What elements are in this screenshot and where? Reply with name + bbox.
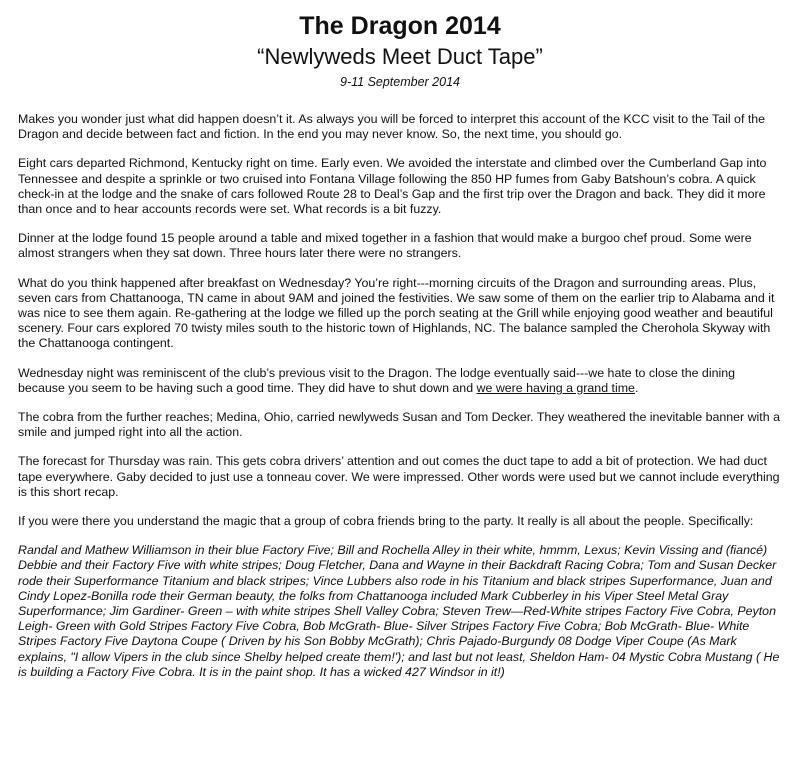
paragraph-wednesday: What do you think happened after breakfast on Wednesday? You’re right---morning circuits of the Dragon and surrounding areas. Plus, seven cars from Chattanooga, TN came in about 9AM and joined the festivities. We saw some of them on the earlier trip to Alabama and it was nice to see them again. Re-gathering at the lodge we filled up the porch seating at the Grill while enjoying good weather and beautiful scenery. Four cars explored 70 twisty miles south to the historic town of Highlands, NC. The balance sampled the Cherohola Skyway with the Chattanooga contingent. [18, 275, 775, 351]
paragraph-end: . [634, 380, 639, 395]
article-body [18, 112, 782, 680]
paragraph-forecast: The forecast for Thursday was rain. This gets cobra drivers’ attention and out comes the duct tape to add a bit of protection. We had duct tape everywhere. Gaby decided to just use a tonneau cover. We were impressed. Other words were used but we cannot include everything is this short recap. [18, 454, 780, 499]
page-subtitle: “Newlyweds Meet Duct Tape” [257, 44, 543, 69]
paragraph-wednesday-night [18, 366, 782, 396]
paragraph-magic: If you were there you understand the magic that a group of cobra friends bring to the party. It really is all about the people. Specifically: [18, 514, 754, 529]
paragraph-departure: Eight cars departed Richmond, Kentucky right on time. Early even. We avoided the interstate and climbed over the Cumberland Gap into Tennessee and despite a sprinkle or two cruised into Fontana Village following the 850 HP fumes from Gaby Batshoun’s cobra. A quick check-in at the lodge and the snake of cars followed Route 28 to Deal’s Gap and the first trip over the Dragon and back. They did it more than once and to hear accounts records were set. What records is a bit fuzzy. [18, 156, 767, 217]
event-date: 9-11 September 2014 [340, 75, 460, 89]
page-title: The Dragon 2014 [299, 12, 501, 40]
paragraph-text: Wednesday night was reminiscent of the club’s previous visit to the Dragon. The lodge eventually said---we hate to close the dining because you seem to be having such a good time. They did have to shut down and [18, 365, 735, 395]
attendee-list: Randal and Mathew Williamson in their blue Factory Five; Bill and Rochella Alley in their white, hmmm, Lexus; Kevin Vissing and (fiancé) Debbie and their Factory Five with white stripes; Doug Fletcher, Dana and Wayne in their Backdraft Racing Cobra; Tom and Susan Decker rode their Superformance Titanium and black stripes; Vince Lubbers also rode in his Titanium and black stripes Superformance, Juan and Cindy Lopez-Bonilla rode their German beauty, the folks from Chattanooga included Mark Cubberley in his Viper Steel Metal Gray Superformance; Jim Gardiner- Green – with white stripes Shell Valley Cobra; Steven Trew—Red-White stripes Factory Five Cobra, Peyton Leigh- Green with Gold Stripes Factory Five Cobra, Bob McGrath- Blue- Silver Stripes Factory Five Cobra; Bob McGrath- Blue- White Stripes Factory Five Daytona Coupe ( Driven by his Son Bobby McGrath); Chris Pajado-Burgundy 08 Dodge Viper Coupe (As Mark explains, "I allow Vipers in the club since Shelby helped create them!'); and last but not least, Sheldon Ham- 04 Mystic Cobra Mustang ( He is building a Factory Five Cobra. It is in the paint shop. It has a wicked 427 Windsor in it!) [18, 543, 780, 679]
paragraph-newlyweds: The cobra from the further reaches; Medina, Ohio, carried newlyweds Susan and Tom Decker. They weathered the inevitable banner with a smile and jumped right into all the action. [18, 410, 780, 440]
underlined-phrase: we were having a grand time [476, 380, 635, 395]
document-page [18, 0, 782, 694]
paragraph-dinner: Dinner at the lodge found 15 people around a table and mixed together in a fashion that would make a burgoo chef proud. Some were almost strangers when they sat down. Three hours later there were no strangers. [18, 231, 752, 261]
paragraph-intro: Makes you wonder just what did happen doesn’t it. As always you will be forced to interpret this account of the KCC visit to the Tail of the Dragon and decide between fact and fiction. In the end you may never know. So, the next time, you should go. [18, 112, 766, 142]
